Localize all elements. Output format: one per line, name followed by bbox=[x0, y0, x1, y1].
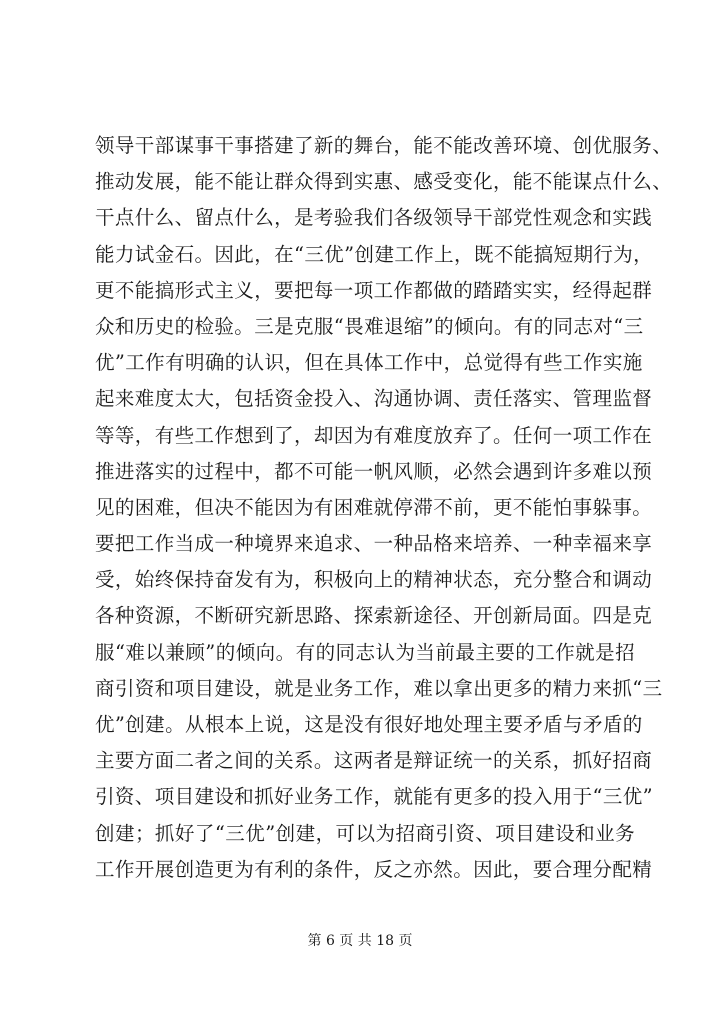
text-line: 商引资和项目建设，就是业务工作，难以拿出更多的精力来抓“三 bbox=[95, 676, 663, 700]
text-line: 服“难以兼顾”的倾向。有的同志认为当前最主要的工作就是招 bbox=[95, 640, 635, 664]
text-line: 等等，有些工作想到了，却因为有难度放弃了。任何一项工作在 bbox=[95, 423, 653, 447]
text-line: 引资、项目建设和抓好业务工作，就能有更多的投入用于“三优” bbox=[95, 785, 654, 809]
text-line: 要把工作当成一种境界来追求、一种品格来培养、一种幸福来享 bbox=[95, 532, 653, 556]
text-line: 推进落实的过程中，都不可能一帆风顺，必然会遇到许多难以预 bbox=[95, 459, 653, 483]
text-line: 更不能搞形式主义，要把每一项工作都做的踏踏实实，经得起群 bbox=[95, 278, 653, 302]
text-line: 能力试金石。因此，在“三优”创建工作上，既不能搞短期行为， bbox=[95, 242, 654, 266]
text-line: 领导干部谋事干事搭建了新的舞台，能不能改善环境、创优服务、 bbox=[95, 134, 673, 157]
text-line: 受，始终保持奋发有为，积极向上的精神状态，充分整合和调动 bbox=[95, 568, 653, 592]
text-line: 起来难度太大，包括资金投入、沟通协调、责任落实、管理监督 bbox=[95, 387, 653, 411]
text-line: 见的困难，但决不能因为有困难就停滞不前，更不能怕事躲事。 bbox=[95, 495, 653, 519]
text-line: 主要方面二者之间的关系。这两者是辩证统一的关系，抓好招商 bbox=[95, 749, 653, 773]
text-line: 众和历史的检验。三是克服“畏难退缩”的倾向。有的同志对“三 bbox=[95, 314, 644, 338]
text-line: 优”工作有明确的认识，但在具体工作中，总觉得有些工作实施 bbox=[95, 351, 643, 375]
text-line: 推动发展，能不能让群众得到实惠、感受变化，能不能谋点什么、 bbox=[95, 170, 673, 194]
body-text bbox=[95, 128, 673, 888]
text-line: 各种资源，不断研究新思路、探索新途径、开创新局面。四是克 bbox=[95, 604, 653, 628]
page-number-footer: 第 6 页 共 18 页 bbox=[307, 933, 413, 949]
text-line: 优”创建。从根本上说，这是没有很好地处理主要矛盾与矛盾的 bbox=[95, 713, 643, 736]
text-line: 创建；抓好了“三优”创建，可以为招商引资、项目建设和业务 bbox=[95, 821, 635, 845]
text-line: 干点什么、留点什么，是考验我们各级领导干部党性观念和实践 bbox=[95, 206, 653, 230]
text-line: 工作开展创造更为有利的条件，反之亦然。因此，要合理分配精 bbox=[95, 857, 653, 881]
